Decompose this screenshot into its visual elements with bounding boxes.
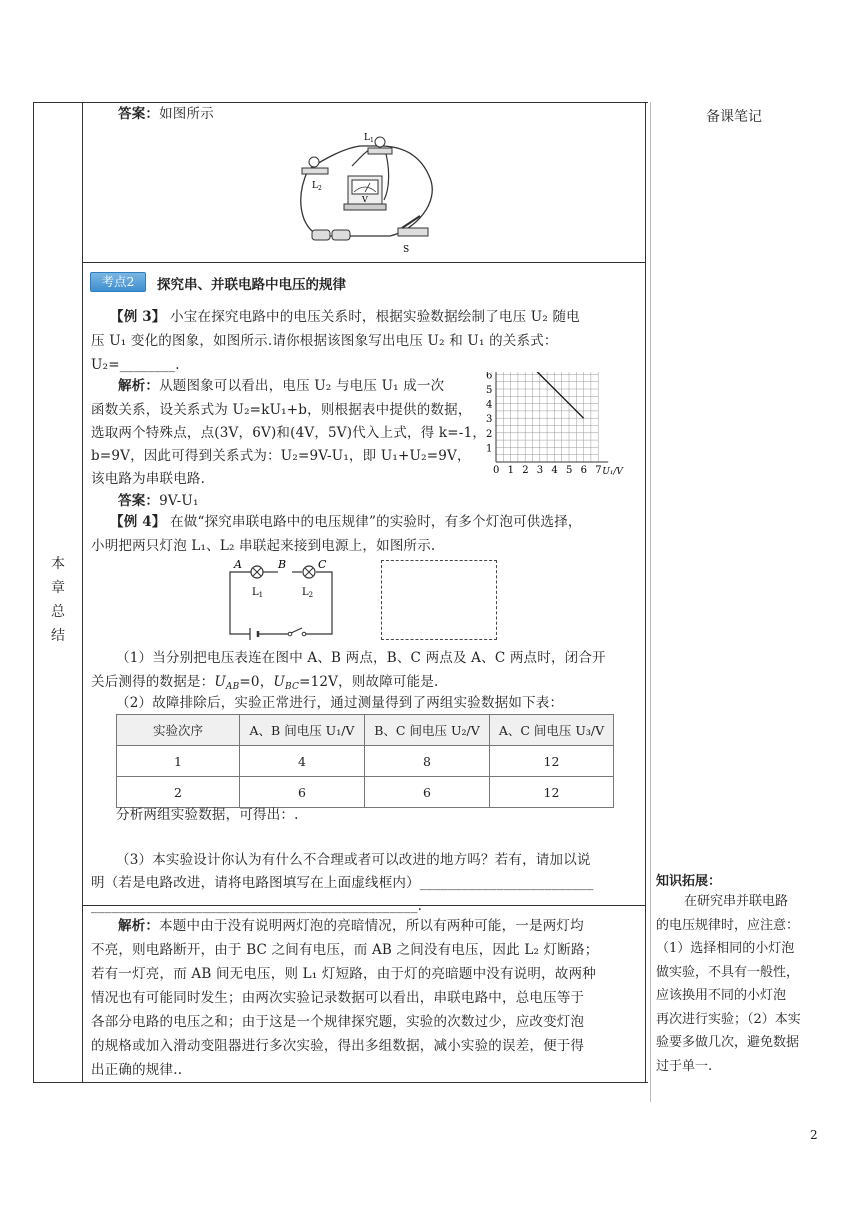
ex3-line2: 压 U₁ 变化的图象，如图所示.请你根据该图象写出电压 U₂ 和 U₁ 的关系式： <box>91 333 558 349</box>
ext-line: 的电压规律时，应注意： <box>656 917 800 933</box>
label-a: A <box>234 558 242 571</box>
ex4-analysis3: 若有一灯亮，而 AB 间无电压，则 L₁ 灯短路，由于灯的亮暗题中没有说明，故两种 <box>91 966 596 982</box>
y-tick-label: 2 <box>486 428 493 440</box>
label-v: V <box>362 195 368 204</box>
y-tick-label: 4 <box>486 399 493 411</box>
vertical-label <box>50 552 66 648</box>
ex4-analysis1 <box>118 916 663 936</box>
ex4-q3c: _______________________________________________. <box>91 898 423 914</box>
label-b: B <box>278 558 287 571</box>
circuit-diagram-2 <box>222 558 342 640</box>
ex4-analysis-label: 解析： <box>118 918 160 934</box>
circuit-diagram-1 <box>290 128 440 256</box>
ext-heading: 知识拓展： <box>656 874 722 889</box>
ex4-analysis6: 的规格或加入滑动变阻器进行多次实验，得出多组数据，减小实验的误差，便于得 <box>91 1038 585 1054</box>
ex3-line3: U₂=________. <box>91 357 180 373</box>
ext-body <box>656 890 824 1078</box>
x-tick-label: 3 <box>536 465 544 476</box>
battery-symbol <box>250 628 258 640</box>
x-tick-label: 7 <box>595 465 602 476</box>
ex3-analysis5: 该电路为串联电路. <box>91 471 206 487</box>
ex3-text1: 小宝在探究电路中的电压关系时，根据实验数据绘制了电压 U₂ 随电 <box>170 309 580 325</box>
ex4-line2: 小明把两只灯泡 L₁、L₂ 串联起来接到电源上，如图所示. <box>91 538 436 554</box>
frame-right-outer <box>650 102 651 1102</box>
y-tick-label: 3 <box>486 414 493 426</box>
frame-bottom <box>33 1082 648 1083</box>
ext-line: 再次进行实验；（2）本实 <box>656 1011 801 1027</box>
topic-title: 探究串、并联电路中电压的规律 <box>157 277 346 293</box>
notes-heading: 备课笔记 <box>706 109 762 125</box>
table-cell: 6 <box>365 777 490 808</box>
label-c: C <box>318 558 327 571</box>
ext-line: 过于单一. <box>656 1058 713 1074</box>
table-row <box>117 777 614 808</box>
switch <box>398 216 428 236</box>
ex4-analysis-text: 本题中由于没有说明两灯泡的亮暗情况，所以有两种可能，一是两灯均 <box>159 918 584 934</box>
table-cell: 2 <box>117 777 240 808</box>
ext-line: （1）选择相同的小灯泡 <box>656 941 795 956</box>
ex4-text1: 在做“探究串联电路中的电压规律”的实验时，有多个灯泡可供选择， <box>170 514 582 530</box>
label-lamp2: $L_2$ <box>302 587 314 599</box>
ex4-analysis4: 情况也有可能同时发生；由两次实验记录数据可以看出，串联电路中，总电压等于 <box>91 990 585 1006</box>
label-l2: $L_2$ <box>312 181 322 192</box>
ex3-answer-label: 答案： <box>118 493 160 509</box>
table-cell: 12 <box>490 746 614 777</box>
y-tick-label: 1 <box>486 443 493 455</box>
ex3-analysis2: 函数关系，设关系式为 U₂=kU₁+b，则根据表中提供的数据， <box>91 402 472 418</box>
table-cell: 4 <box>240 746 365 777</box>
ex3-answer <box>118 491 663 511</box>
table-header: B、C 间电压 U₂/V <box>365 715 490 746</box>
table-header: A、C 间电压 U₃/V <box>490 715 614 746</box>
y-tick-label: 5 <box>486 385 493 396</box>
page-number: 2 <box>810 1128 818 1142</box>
ex3-answer-text: 9V-U₁ <box>159 493 199 509</box>
table-header: 实验次序 <box>117 715 240 746</box>
y-tick-label: 6 <box>486 372 493 382</box>
ex3-analysis-text: 从题图象可以看出，电压 U₂ 与电压 U₁ 成一次 <box>159 378 445 394</box>
ext-line: 在研究串并联电路 <box>684 894 789 909</box>
vertical-char: 结 <box>51 628 65 644</box>
ex4-label: 【例 4】 <box>110 514 166 530</box>
x-axis-label: U₁/V <box>602 467 623 477</box>
x-tick-label: 4 <box>551 465 558 476</box>
ext-line: 做实验，不具有一般性， <box>656 964 800 980</box>
battery <box>312 230 350 240</box>
ex4-line1 <box>110 512 655 532</box>
answer1 <box>118 104 663 124</box>
table-cell: 6 <box>240 777 365 808</box>
label-lamp1: $L_1$ <box>252 587 264 599</box>
answer1-text: 如图所示 <box>159 106 214 122</box>
vertical-char: 章 <box>51 580 65 596</box>
ex4-q3a: （3）本实验设计你认为有什么不合理或者可以改进的地方吗？若有，请加以说 <box>116 852 591 868</box>
section-divider <box>82 262 646 263</box>
x-tick-label: 2 <box>522 465 529 476</box>
x-tick-label: 6 <box>580 465 587 476</box>
ex3-line1 <box>110 307 655 327</box>
vertical-char: 本 <box>51 556 65 572</box>
ex3-analysis4: b=9V，因此可得到关系式为：U₂=9V-U₁，即 U₁+U₂=9V， <box>91 448 471 464</box>
ex3-label: 【例 3】 <box>110 309 166 325</box>
ex4-q1a: （1）当分别把电压表连在图中 A、B 两点，B、C 两点及 A、C 两点时，闭合开 <box>116 650 606 666</box>
circuit2-wire <box>230 572 252 634</box>
ex4-q1b: 关后测得的数据是：$U_{AB}=0$，$U_{BC}=12V$，则故障可能是. <box>91 674 439 692</box>
label-l1: $L_1$ <box>364 133 374 144</box>
ex4-q2b: 分析两组实验数据，可得出：. <box>116 807 299 823</box>
table-cell: 8 <box>365 746 490 777</box>
table-cell: 12 <box>490 777 614 808</box>
ex3-analysis-label: 解析： <box>118 378 160 394</box>
ex4-analysis5: 各部分电路的电压之和；由于这是一个规律探究题，实验的次数过少，应改变灯泡 <box>91 1014 585 1030</box>
label-s: S <box>403 245 410 255</box>
ext-line: 验要多做几次，避免数据 <box>656 1035 800 1050</box>
answer1-label: 答案： <box>118 106 160 122</box>
u2-u1-chart <box>478 372 642 478</box>
ex4-q3b: 明（若是电路改进，请将电路图填写在上面虚线框内）_________________________ <box>91 875 594 891</box>
lamp-l1 <box>251 566 263 578</box>
table-header: A、B 间电压 U₁/V <box>240 715 365 746</box>
answer-dashed-box <box>381 560 497 640</box>
switch-symbol <box>288 628 306 636</box>
x-tick-label: 5 <box>566 465 573 476</box>
ext-line: 应该换用不同的小灯泡 <box>656 988 787 1003</box>
data-table <box>116 714 614 808</box>
frame-top <box>33 102 648 103</box>
frame-left <box>33 102 34 1083</box>
vertical-char: 总 <box>51 604 65 620</box>
ex4-analysis7: 出正确的规律.. <box>91 1062 183 1078</box>
lamp-l2 <box>303 566 315 578</box>
ex3-analysis3: 选取两个特殊点，点(3V，6V)和(4V，5V)代入上式，得 k=-1， <box>91 425 487 441</box>
table-row <box>117 746 614 777</box>
topic-tag: 考点2 <box>90 272 146 292</box>
x-tick-label: 1 <box>507 465 514 476</box>
voltmeter <box>344 176 386 210</box>
ex4-q2: （2）故障排除后，实验正常进行，通过测量得到了两组实验数据如下表： <box>116 695 564 711</box>
table-cell: 1 <box>117 746 240 777</box>
x-tick-label: 0 <box>493 465 500 476</box>
frame-col-divider <box>82 102 83 1083</box>
ex4-analysis2: 不亮，则电路断开，由于 BC 之间有电压，而 AB 之间没有电压，因此 L₂ 灯断路； <box>91 942 599 958</box>
table-header-row <box>117 715 614 746</box>
